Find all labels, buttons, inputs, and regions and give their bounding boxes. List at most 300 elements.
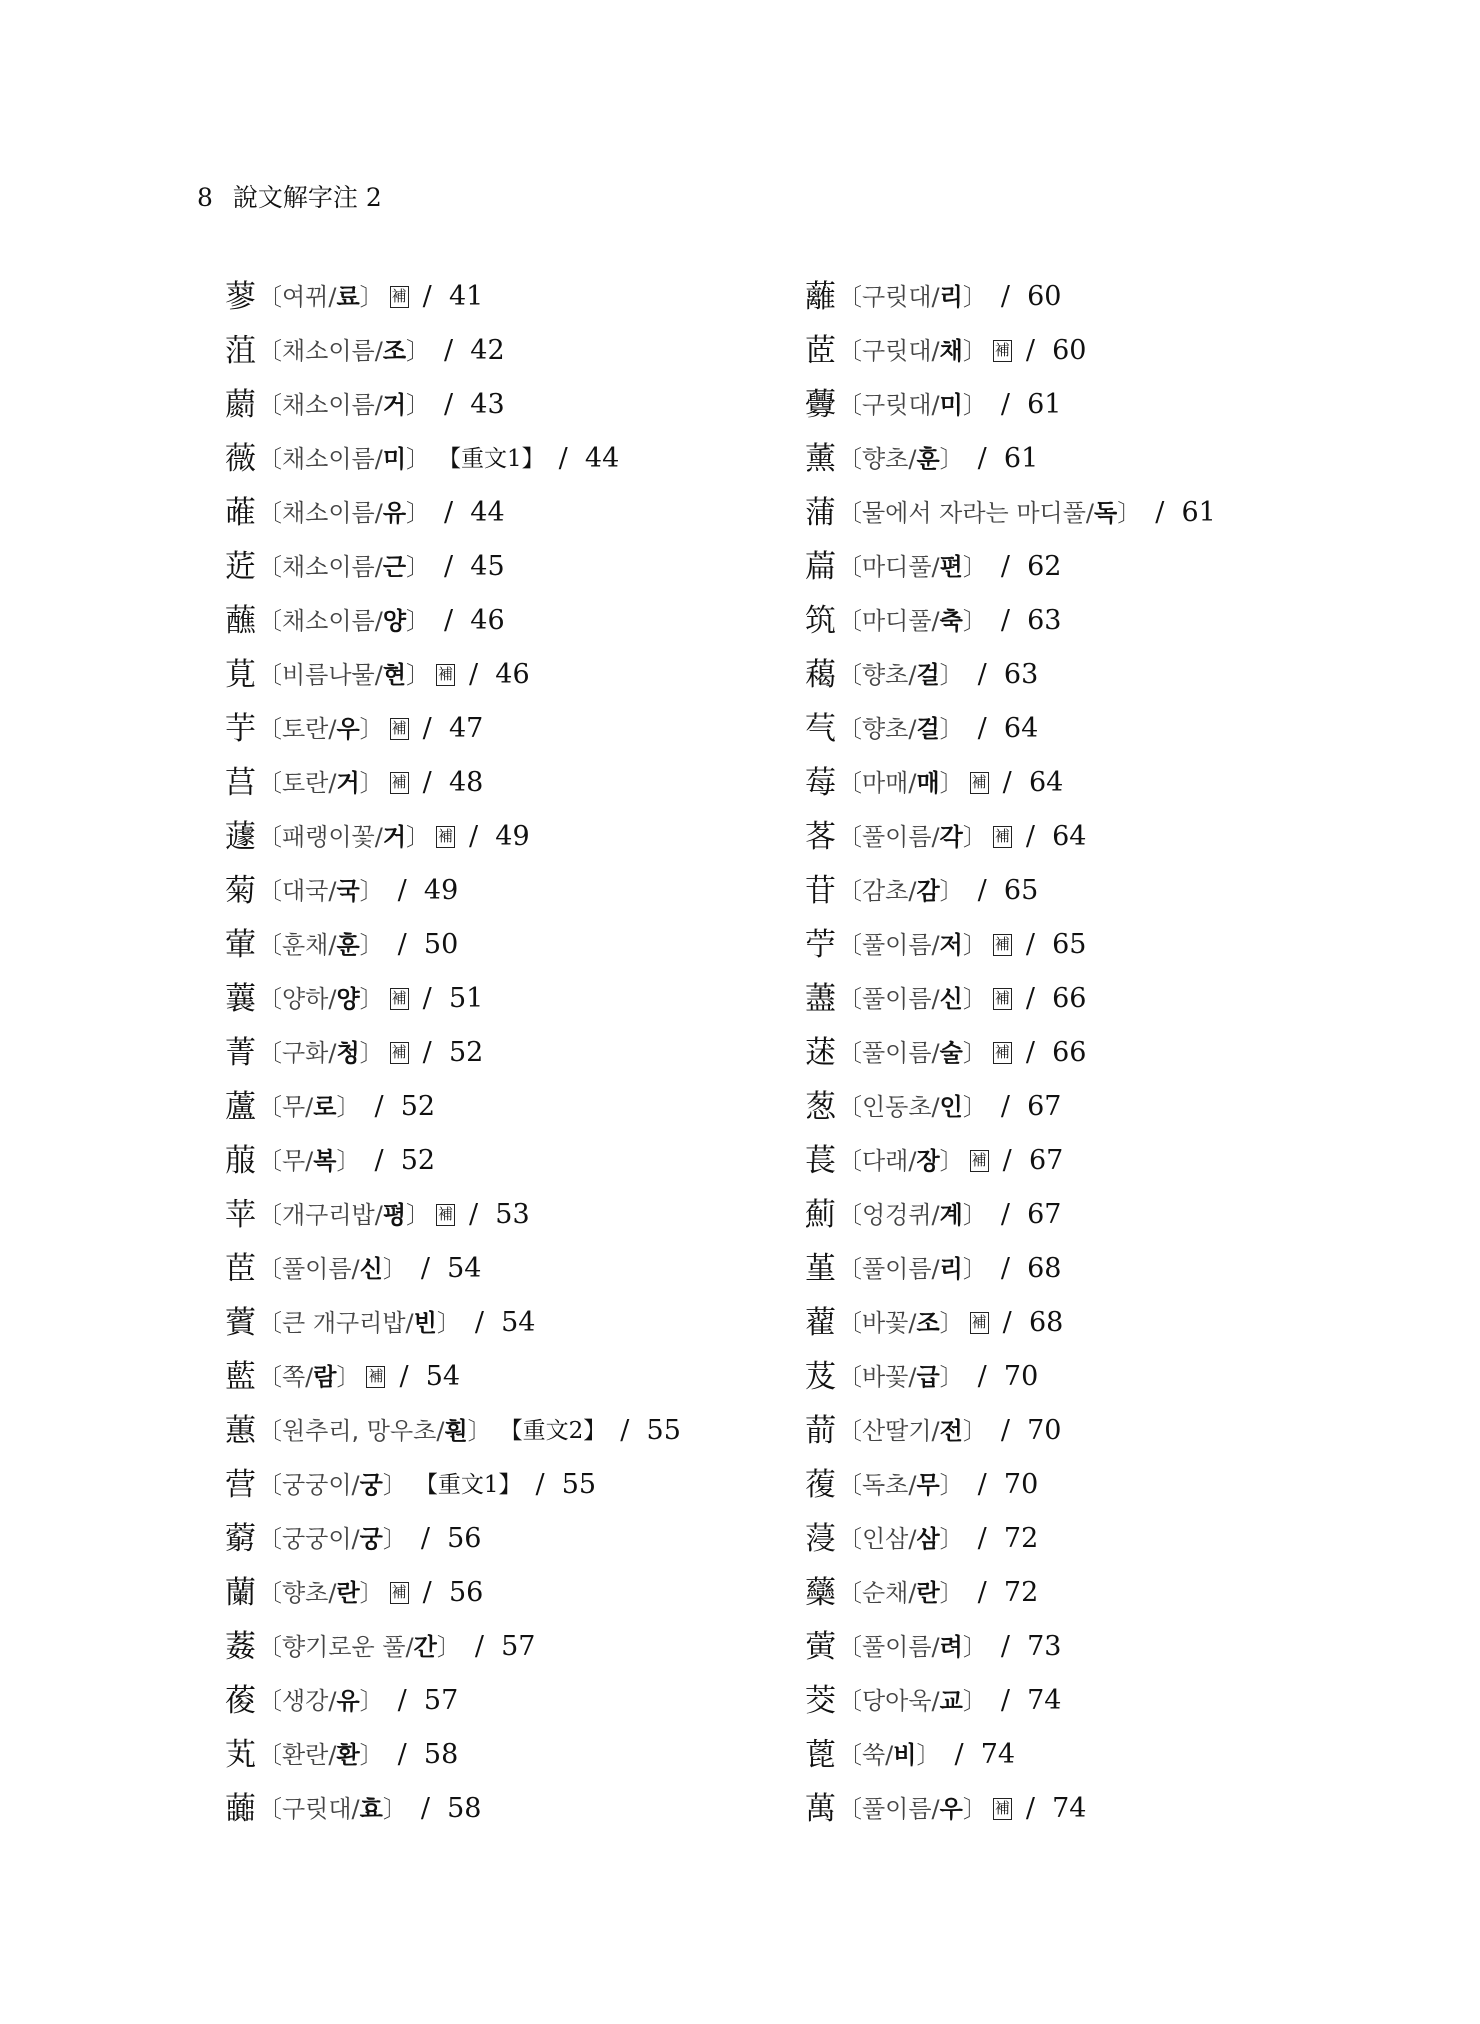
- gloss: [282, 756, 360, 810]
- gloss-sound: 거: [382, 823, 407, 851]
- close-bracket: 〕: [962, 1687, 987, 1715]
- page-ref: / 61: [1155, 497, 1216, 528]
- page-ref: / 57: [397, 1685, 459, 1716]
- index-entry: [225, 378, 865, 432]
- gloss: [282, 1188, 406, 1242]
- index-entry: [805, 378, 1445, 432]
- gloss-meaning: 비름나물/: [282, 661, 383, 689]
- gloss: [862, 1404, 963, 1458]
- page-ref-number: 43: [470, 389, 505, 420]
- hanja-char: 蔩: [805, 1629, 836, 1665]
- open-bracket: 〔: [258, 1201, 282, 1229]
- index-entry: [805, 972, 1445, 1026]
- close-bracket: 〕: [359, 769, 384, 797]
- open-bracket: 〔: [838, 445, 862, 473]
- open-bracket: 〔: [838, 1309, 862, 1337]
- page-ref-number: 52: [448, 1037, 484, 1068]
- gloss: [282, 1242, 383, 1296]
- gloss-meaning: 쪽/: [282, 1363, 314, 1391]
- index-entry: [805, 1350, 1445, 1404]
- index-entry: [225, 810, 865, 864]
- gloss-sound: 국: [336, 877, 360, 905]
- close-bracket: 〕: [962, 283, 987, 311]
- gloss-meaning: 마디풀/: [862, 553, 940, 581]
- gloss-sound: 거: [336, 769, 360, 797]
- index-entry: [225, 1782, 865, 1836]
- page-ref-number: 41: [448, 281, 484, 312]
- close-bracket: 〕: [962, 1795, 987, 1823]
- page-ref-number: 61: [1027, 389, 1062, 420]
- gloss-meaning: 바꽃/: [862, 1363, 917, 1391]
- close-bracket: 〕: [939, 769, 964, 797]
- gloss: [862, 1782, 963, 1836]
- gloss: [282, 432, 406, 486]
- hanja-char: 蕙: [225, 1413, 256, 1449]
- bu-mark: 補: [390, 1582, 409, 1604]
- page-ref: / 67: [1000, 1199, 1062, 1230]
- gloss-meaning: 원추리, 망우초/: [282, 1417, 445, 1445]
- page-ref: / 53: [469, 1199, 530, 1230]
- gloss-meaning: 독초/: [862, 1471, 917, 1499]
- page-ref: / 67: [1002, 1145, 1064, 1176]
- gloss-sound: 양: [382, 607, 407, 635]
- gloss-meaning: 궁궁이/: [282, 1525, 360, 1553]
- bu-mark: 補: [970, 1312, 989, 1334]
- gloss-sound: 복: [313, 1147, 337, 1175]
- page-ref-number: 46: [495, 659, 530, 690]
- page-ref: / 74: [954, 1739, 1016, 1770]
- page-number: 8: [197, 183, 213, 212]
- page-ref: / 72: [977, 1523, 1039, 1554]
- open-bracket: 〔: [258, 715, 282, 743]
- page-ref-number: 52: [400, 1091, 436, 1122]
- page-ref: / 54: [420, 1253, 482, 1284]
- hanja-char: 葰: [225, 1683, 256, 1719]
- page-ref-number: 50: [423, 929, 459, 960]
- bu-mark: 補: [970, 1150, 989, 1172]
- page-ref-number: 54: [501, 1307, 536, 1338]
- hanja-char: 芋: [225, 711, 256, 747]
- page-ref-number: 49: [495, 821, 530, 852]
- index-entry: [225, 1026, 865, 1080]
- index-entry: [805, 1080, 1445, 1134]
- bu-mark: 補: [993, 934, 1012, 956]
- page-ref-number: 64: [1003, 713, 1039, 744]
- bu-mark: 補: [993, 826, 1012, 848]
- page-ref-number: 65: [1003, 875, 1039, 906]
- gloss: [862, 486, 1117, 540]
- variant-note: 【重文1】: [414, 1472, 522, 1498]
- gloss-meaning: 무/: [282, 1093, 314, 1121]
- gloss: [862, 1188, 963, 1242]
- page-ref-number: 64: [1052, 821, 1087, 852]
- gloss: [862, 702, 940, 756]
- open-bracket: 〔: [838, 1471, 862, 1499]
- hanja-char: 藒: [805, 657, 836, 693]
- gloss: [282, 1134, 336, 1188]
- hanja-char: 菔: [225, 1143, 256, 1179]
- gloss-meaning: 풀이름/: [282, 1255, 360, 1283]
- open-bracket: 〔: [258, 769, 282, 797]
- gloss-meaning: 채소이름/: [282, 337, 383, 365]
- index-entry: [225, 1350, 865, 1404]
- close-bracket: 〕: [962, 337, 987, 365]
- page-ref: / 54: [474, 1307, 536, 1338]
- gloss-meaning: 풀이름/: [862, 931, 940, 959]
- gloss-sound: 궁: [359, 1525, 383, 1553]
- gloss: [862, 1350, 940, 1404]
- gloss-meaning: 훈채/: [282, 931, 337, 959]
- page-ref: / 46: [469, 659, 530, 690]
- page-ref: / 56: [420, 1523, 482, 1554]
- open-bracket: 〔: [838, 877, 862, 905]
- gloss-meaning: 엉겅퀴/: [862, 1201, 940, 1229]
- gloss: [282, 1026, 360, 1080]
- page-ref-number: 52: [400, 1145, 436, 1176]
- close-bracket: 〕: [406, 823, 431, 851]
- hanja-char: 芄: [225, 1737, 256, 1773]
- gloss: [282, 810, 406, 864]
- index-entry: [805, 810, 1445, 864]
- open-bracket: 〔: [838, 337, 862, 365]
- gloss-sound: 조: [916, 1309, 940, 1337]
- page-ref-number: 74: [1027, 1685, 1062, 1716]
- page-ref: / 43: [444, 389, 505, 420]
- open-bracket: 〔: [838, 823, 862, 851]
- open-bracket: 〔: [838, 499, 862, 527]
- close-bracket: 〕: [336, 1093, 361, 1121]
- index-entry: [805, 864, 1445, 918]
- open-bracket: 〔: [258, 283, 282, 311]
- page-ref: / 65: [977, 875, 1039, 906]
- close-bracket: 〕: [382, 1255, 407, 1283]
- gloss: [862, 594, 963, 648]
- page-ref-number: 70: [1003, 1361, 1039, 1392]
- hanja-char: 菁: [225, 1035, 256, 1071]
- gloss-sound: 훈: [916, 445, 940, 473]
- hanja-char: 苷: [805, 873, 836, 909]
- gloss: [862, 972, 963, 1026]
- gloss-meaning: 다래/: [862, 1147, 917, 1175]
- gloss-sound: 독: [1094, 499, 1118, 527]
- gloss: [282, 1458, 383, 1512]
- gloss-sound: 각: [939, 823, 963, 851]
- page-ref-number: 51: [448, 983, 484, 1014]
- page-ref: / 67: [1000, 1091, 1062, 1122]
- page-ref: / 66: [1025, 1037, 1087, 1068]
- gloss: [862, 1458, 940, 1512]
- open-bracket: 〔: [258, 1039, 282, 1067]
- gloss-meaning: 대국/: [282, 877, 337, 905]
- gloss-meaning: 쑥/: [862, 1741, 894, 1769]
- gloss-sound: 걸: [916, 661, 940, 689]
- page-ref: / 65: [1025, 929, 1087, 960]
- gloss-meaning: 큰 개구리밥/: [282, 1309, 414, 1337]
- open-bracket: 〔: [258, 607, 282, 635]
- close-bracket: 〕: [406, 661, 431, 689]
- hanja-char: 茝: [805, 333, 836, 369]
- gloss-meaning: 풀이름/: [862, 1039, 940, 1067]
- open-bracket: 〔: [838, 1687, 862, 1715]
- close-bracket: 〕: [406, 553, 431, 581]
- close-bracket: 〕: [939, 1147, 964, 1175]
- page-ref-number: 53: [495, 1199, 530, 1230]
- page-ref: / 66: [1025, 983, 1087, 1014]
- gloss: [862, 324, 963, 378]
- index-entry: [805, 270, 1445, 324]
- bu-mark: 補: [436, 826, 455, 848]
- index-entry: [225, 1404, 865, 1458]
- close-bracket: 〕: [406, 499, 431, 527]
- page-ref: / 58: [397, 1739, 459, 1770]
- gloss: [282, 972, 360, 1026]
- gloss-sound: 술: [939, 1039, 963, 1067]
- gloss-sound: 급: [916, 1363, 940, 1391]
- close-bracket: 〕: [359, 1579, 384, 1607]
- index-entry: [805, 1296, 1445, 1350]
- page-ref: / 41: [422, 281, 484, 312]
- index-entry: [805, 1674, 1445, 1728]
- bu-mark: 補: [390, 988, 409, 1010]
- page-ref: / 64: [1002, 767, 1064, 798]
- gloss-meaning: 인동초/: [862, 1093, 940, 1121]
- index-entry: [225, 1512, 865, 1566]
- gloss: [862, 270, 963, 324]
- index-entry: [805, 1458, 1445, 1512]
- bu-mark: 補: [436, 1204, 455, 1226]
- gloss-sound: 인: [939, 1093, 963, 1121]
- gloss-sound: 축: [939, 607, 963, 635]
- index-entry: [805, 1404, 1445, 1458]
- index-entry: [225, 1566, 865, 1620]
- hanja-char: 苧: [805, 927, 836, 963]
- open-bracket: 〔: [838, 1201, 862, 1229]
- page-ref: / 49: [469, 821, 530, 852]
- open-bracket: 〔: [258, 1309, 282, 1337]
- close-bracket: 〕: [359, 1687, 384, 1715]
- page-ref-number: 54: [425, 1361, 461, 1392]
- page-ref: / 44: [558, 443, 620, 474]
- gloss-meaning: 물에서 자라는 마디풀/: [862, 499, 1094, 527]
- close-bracket: 〕: [336, 1147, 361, 1175]
- gloss: [282, 1512, 383, 1566]
- hanja-char: 蓖: [805, 1737, 836, 1773]
- gloss-sound: 삼: [916, 1525, 940, 1553]
- hanja-char: 莧: [225, 657, 256, 693]
- bu-mark: 補: [390, 1042, 409, 1064]
- open-bracket: 〔: [258, 1255, 282, 1283]
- gloss-sound: 전: [939, 1417, 963, 1445]
- page-ref-number: 67: [1027, 1091, 1062, 1122]
- gloss: [862, 1296, 940, 1350]
- index-entry: [805, 486, 1445, 540]
- hanja-char: 堇: [805, 1251, 836, 1287]
- open-bracket: 〔: [258, 661, 282, 689]
- close-bracket: 〕: [962, 1039, 987, 1067]
- gloss-meaning: 채소이름/: [282, 607, 383, 635]
- gloss-sound: 란: [336, 1579, 360, 1607]
- page-ref: / 70: [977, 1469, 1039, 1500]
- close-bracket: 〕: [962, 931, 987, 959]
- page-ref: / 72: [977, 1577, 1039, 1608]
- close-bracket: 〕: [359, 1039, 384, 1067]
- gloss: [862, 1026, 963, 1080]
- page-header: [197, 178, 382, 214]
- close-bracket: 〕: [939, 1309, 964, 1337]
- gloss-meaning: 향초/: [282, 1579, 337, 1607]
- close-bracket: 〕: [406, 337, 431, 365]
- gloss-meaning: 바꽃/: [862, 1309, 917, 1337]
- gloss: [282, 864, 360, 918]
- gloss-sound: 무: [916, 1471, 940, 1499]
- index-entry: [225, 864, 865, 918]
- gloss-sound: 미: [382, 445, 407, 473]
- page-ref: / 52: [374, 1145, 436, 1176]
- open-bracket: 〔: [258, 1687, 282, 1715]
- page-ref-number: 67: [1028, 1145, 1064, 1176]
- gloss: [282, 540, 406, 594]
- page-ref-number: 64: [1028, 767, 1064, 798]
- open-bracket: 〔: [838, 1093, 862, 1121]
- gloss-meaning: 풀이름/: [862, 985, 940, 1013]
- close-bracket: 〕: [359, 715, 384, 743]
- page-ref-number: 67: [1027, 1199, 1062, 1230]
- hanja-char: 筑: [805, 603, 836, 639]
- gloss-meaning: 산딸기/: [862, 1417, 940, 1445]
- page-ref: / 63: [1000, 605, 1062, 636]
- page-ref-number: 66: [1052, 983, 1087, 1014]
- page-ref: / 48: [422, 767, 484, 798]
- page-ref-number: 68: [1027, 1253, 1062, 1284]
- hanja-char: 蘸: [225, 603, 256, 639]
- gloss-meaning: 향기로운 풀/: [282, 1633, 414, 1661]
- gloss: [282, 1782, 383, 1836]
- gloss-sound: 매: [916, 769, 940, 797]
- close-bracket: 〕: [939, 1579, 964, 1607]
- page-ref-number: 54: [447, 1253, 482, 1284]
- page-ref: / 62: [1000, 551, 1062, 582]
- page-ref: / 64: [977, 713, 1039, 744]
- gloss-meaning: 인삼/: [862, 1525, 917, 1553]
- gloss-meaning: 향초/: [862, 445, 917, 473]
- gloss-meaning: 토란/: [282, 769, 337, 797]
- hanja-char: 茭: [805, 1683, 836, 1719]
- gloss-meaning: 구릿대/: [282, 1795, 360, 1823]
- open-bracket: 〔: [258, 1093, 282, 1121]
- bu-mark: 補: [390, 718, 409, 740]
- page-ref: / 61: [977, 443, 1039, 474]
- open-bracket: 〔: [838, 1255, 862, 1283]
- page-ref-number: 47: [448, 713, 484, 744]
- gloss-sound: 신: [939, 985, 963, 1013]
- gloss-meaning: 채소이름/: [282, 391, 383, 419]
- gloss-sound: 청: [336, 1039, 360, 1067]
- gloss-meaning: 양하/: [282, 985, 337, 1013]
- index-entry: [805, 756, 1445, 810]
- open-bracket: 〔: [838, 1147, 862, 1175]
- open-bracket: 〔: [258, 877, 282, 905]
- gloss-sound: 비: [893, 1741, 917, 1769]
- close-bracket: 〕: [962, 1093, 987, 1121]
- gloss-meaning: 환란/: [282, 1741, 337, 1769]
- gloss: [862, 540, 963, 594]
- hanja-char: 芨: [805, 1359, 836, 1395]
- gloss-sound: 감: [916, 877, 940, 905]
- close-bracket: 〕: [382, 1471, 407, 1499]
- close-bracket: 〕: [962, 607, 987, 635]
- page-ref-number: 68: [1028, 1307, 1064, 1338]
- hanja-char: 芞: [805, 711, 836, 747]
- index-entry: [805, 1728, 1445, 1782]
- close-bracket: 〕: [406, 445, 431, 473]
- index-entry: [805, 594, 1445, 648]
- gloss-sound: 려: [939, 1633, 963, 1661]
- gloss: [282, 1728, 360, 1782]
- index-entry: [225, 648, 865, 702]
- gloss-meaning: 풀이름/: [862, 1633, 940, 1661]
- gloss-meaning: 여뀌/: [282, 283, 337, 311]
- index-entry: [225, 324, 865, 378]
- hanja-char: 葱: [805, 1089, 836, 1125]
- hanja-char: 蘺: [805, 279, 836, 315]
- gloss: [862, 810, 963, 864]
- open-bracket: 〔: [258, 499, 282, 527]
- gloss: [862, 432, 940, 486]
- bu-mark: 補: [390, 772, 409, 794]
- gloss-sound: 로: [313, 1093, 337, 1121]
- gloss-sound: 란: [916, 1579, 940, 1607]
- gloss-sound: 조: [382, 337, 407, 365]
- page-ref-number: 49: [423, 875, 459, 906]
- hanja-char: 蓡: [805, 1521, 836, 1557]
- hanja-char: 苹: [225, 1197, 256, 1233]
- page-ref-number: 57: [501, 1631, 536, 1662]
- page-ref: / 70: [977, 1361, 1039, 1392]
- gloss-meaning: 향초/: [862, 715, 917, 743]
- hanja-char: 藍: [225, 1359, 256, 1395]
- gloss-sound: 우: [939, 1795, 963, 1823]
- gloss-meaning: 구릿대/: [862, 391, 940, 419]
- open-bracket: 〔: [258, 1795, 282, 1823]
- open-bracket: 〔: [838, 715, 862, 743]
- bu-mark: 補: [366, 1366, 385, 1388]
- hanja-char: 茞: [225, 1251, 256, 1287]
- close-bracket: 〕: [436, 1309, 461, 1337]
- gloss-sound: 장: [916, 1147, 940, 1175]
- index-entry: [225, 432, 865, 486]
- page-ref-number: 60: [1027, 281, 1062, 312]
- gloss-sound: 빈: [413, 1309, 437, 1337]
- hanja-char: 营: [225, 1467, 256, 1503]
- gloss-meaning: 풀이름/: [862, 1255, 940, 1283]
- open-bracket: 〔: [838, 1741, 862, 1769]
- hanja-char: 薰: [805, 441, 836, 477]
- index-entry: [225, 1080, 865, 1134]
- hanja-char: 蘧: [225, 819, 256, 855]
- open-bracket: 〔: [838, 1579, 862, 1607]
- gloss: [862, 1080, 963, 1134]
- open-bracket: 〔: [258, 553, 282, 581]
- gloss-sound: 료: [336, 283, 360, 311]
- close-bracket: 〕: [382, 1525, 407, 1553]
- close-bracket: 〕: [939, 877, 964, 905]
- gloss-sound: 교: [939, 1687, 963, 1715]
- close-bracket: 〕: [1117, 499, 1142, 527]
- gloss: [862, 1674, 963, 1728]
- gloss-meaning: 토란/: [282, 715, 337, 743]
- index-entry: [805, 540, 1445, 594]
- index-entry: [805, 1620, 1445, 1674]
